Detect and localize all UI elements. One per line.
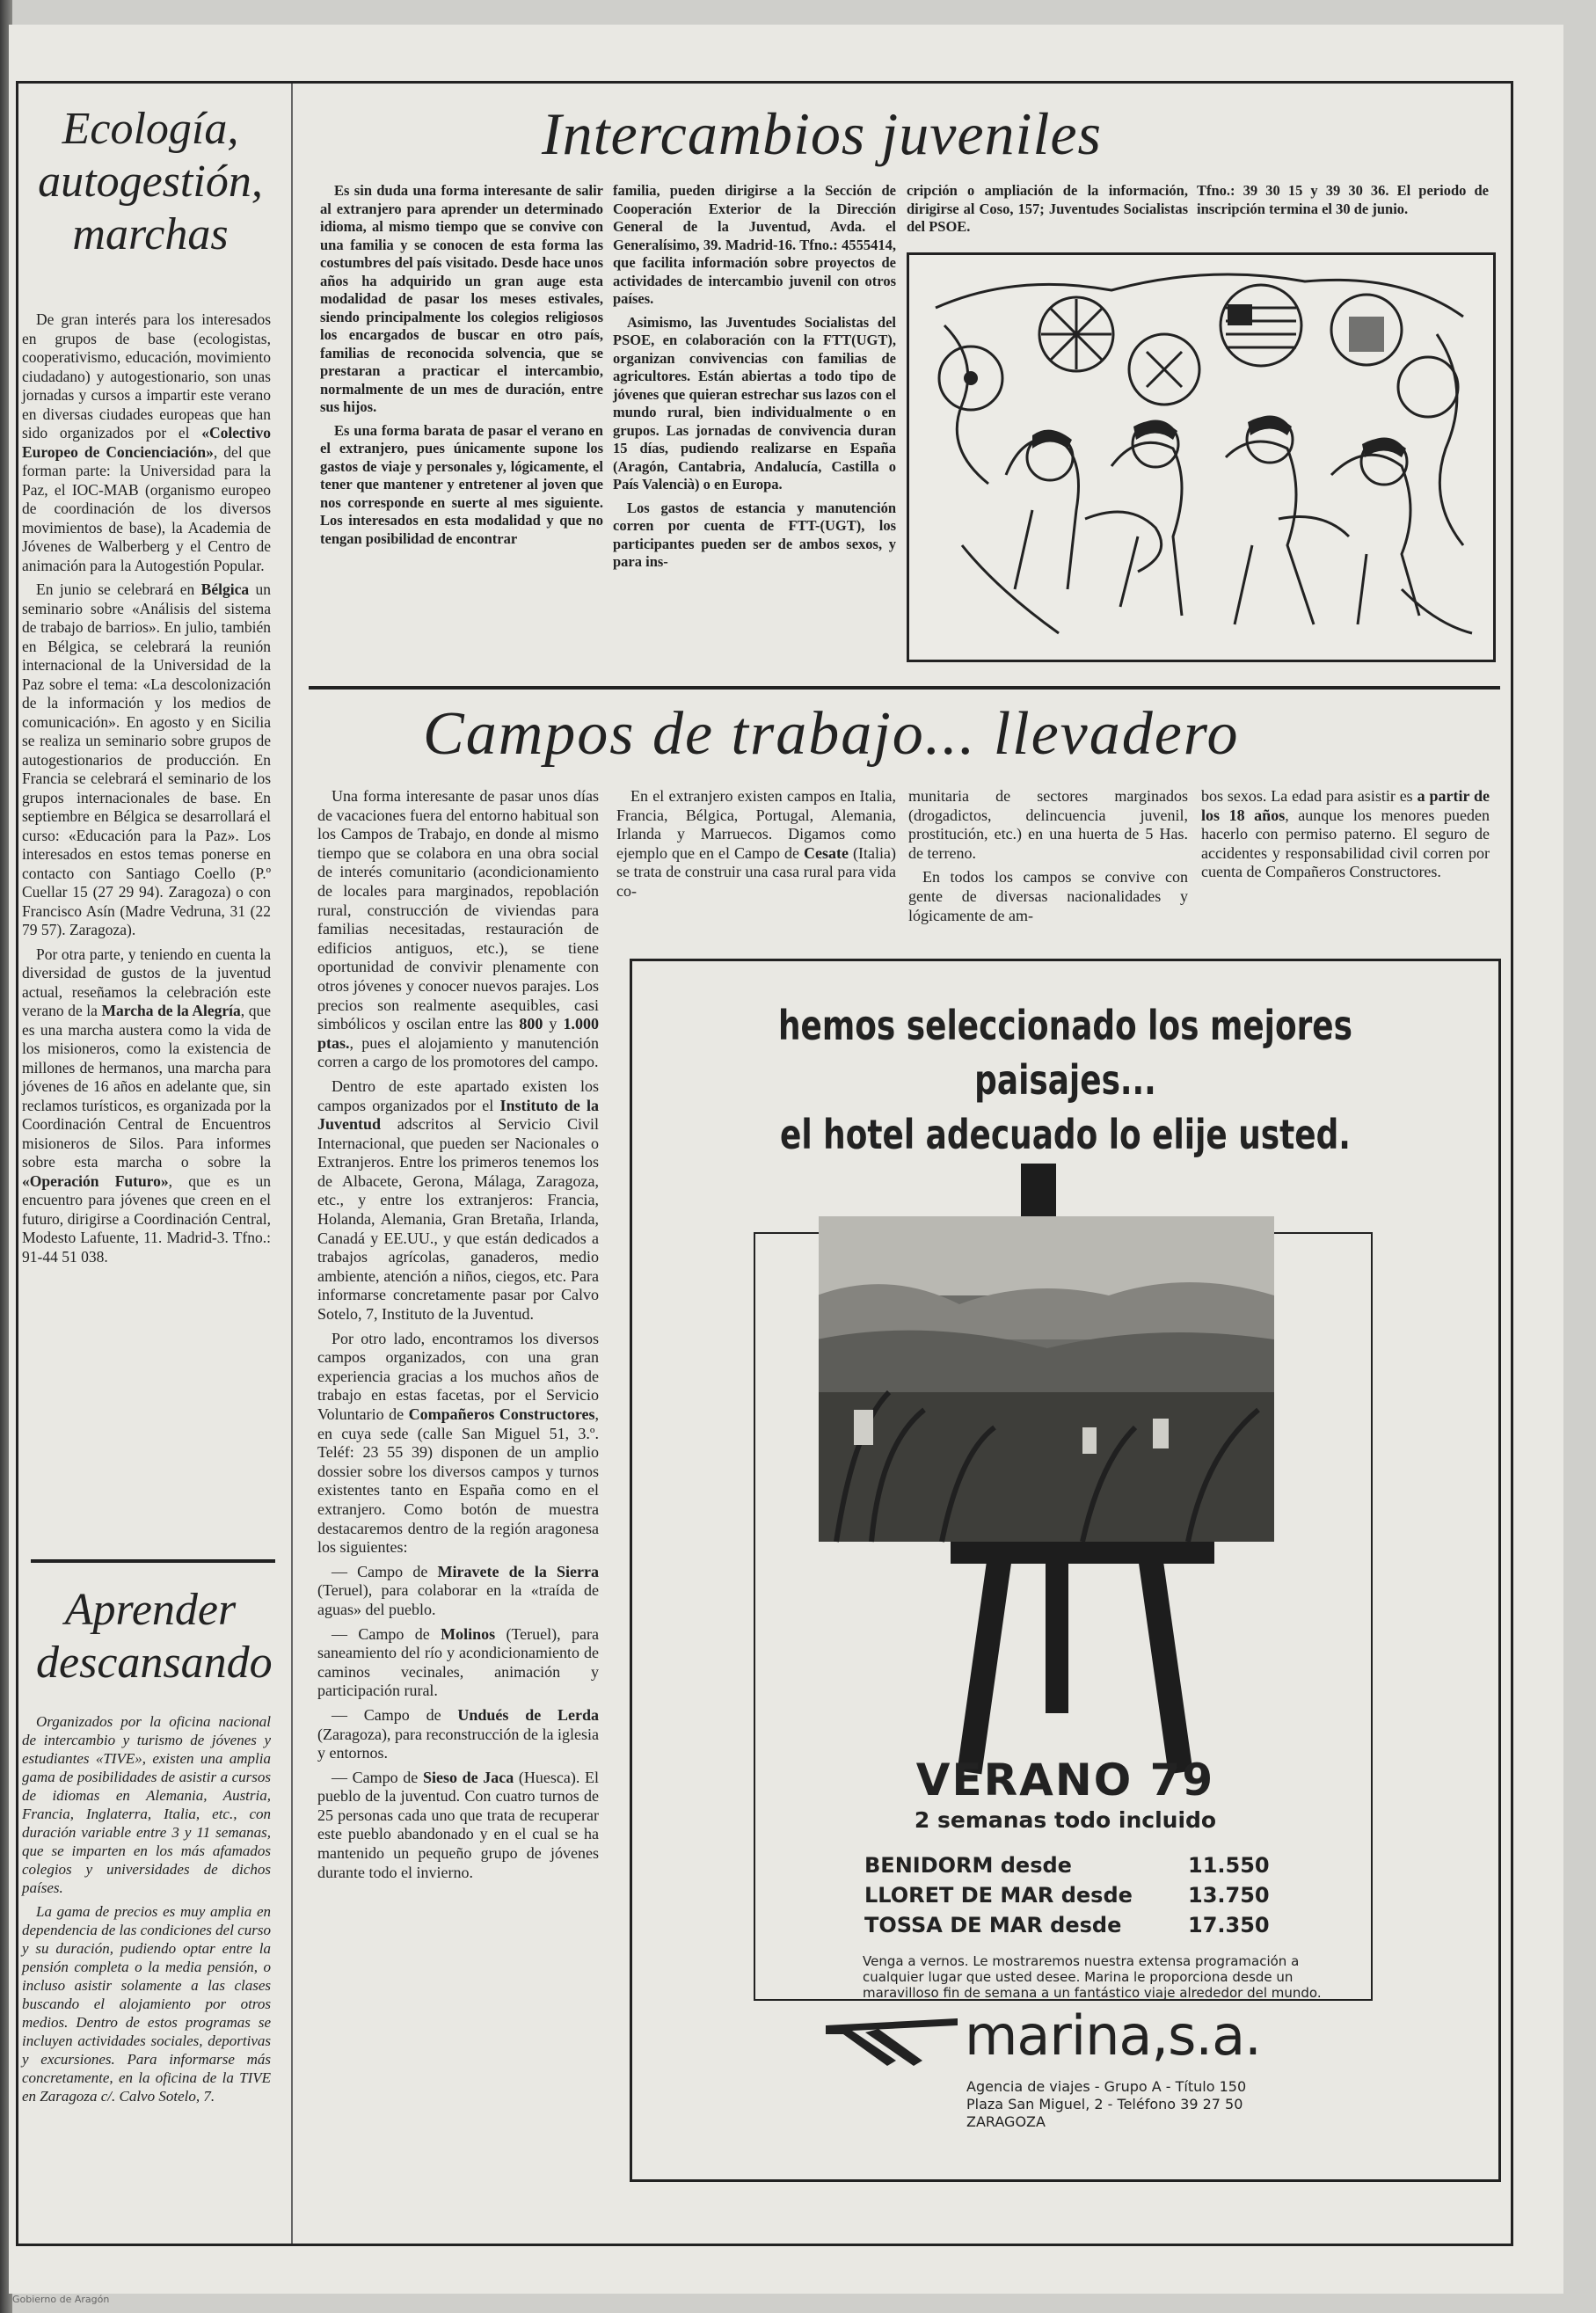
campos-col-3 (908, 787, 1188, 930)
paragraph: Por otra parte, y teniendo en cuenta la diversidad de gustos de la juventud actual, reseñamos la celebración este verano de la Marcha de la Alegría, que es una marcha austera como la vida de los misioneros, como la existencia de millones de hermanos, una marcha para jóvenes de 16 años en adelante que, sin reclamos turísticos, es organizada por la Coordinación Central de Encuentros misioneros de Silos. Para informes sobre esta marcha o sobre la «Operación Futuro», que es un encuentro para jóvenes que creen en el futuro, dirigirse a Coordinación Central, Modesto Lafuente, 11. Madrid-3. Tfno.: 91-44 51 038. (22, 945, 272, 1266)
cartoon-drawing (909, 255, 1493, 660)
list-item: — Campo de Molinos (Teruel), para saneamiento del río y acondicionamiento de caminos vecinales, animación y participación rural. (317, 1624, 599, 1700)
sidebar-body-aprender (22, 1712, 271, 2111)
paragraph: Dentro de este apartado existen los campos organizados por el Instituto de la Juventud adscritos al Servicio Civil Internacional, que pueden ser Nacionales o Extranjeros. Entre los primeros tenemos los de Albacete, Gerona, Málaga, Zaragoza, etc., y entre los extranjeros: Francia, Holanda, Alemania, Gran Bretaña, Irlanda, Canadá y EE.UU., y que están dedicados a trabajos agrícolas, ganaderos, medio ambiente, atención a niños, ciegos, etc. Para informarse concretamente pasar por Calvo Sotelo, 7, Instituto de la Juventud. (317, 1076, 599, 1324)
campos-col-2 (616, 787, 896, 907)
section-divider (309, 686, 1500, 690)
list-item: — Campo de Sieso de Jaca (Huesca). El pueblo de la juventud. Con cuatro turnos de 25 personas cada uno que trata de recuperar este pueblo abandonado y en el cual se ha mantenido un pequeño grupo de jóvenes durante todo el invierno. (317, 1768, 599, 1881)
agency-line: ZARAGOZA (966, 2113, 1046, 2130)
paragraph: familia, pueden dirigirse a la Sección de Cooperación Exterior de la Dirección General de la Juventud, Avda. el Generalísimo, 39. Madrid-16. Tfno.: 4555414, que facilita información sobre proyectos de actividades de intercambio juvenil con otros países. (613, 182, 896, 307)
ad-headline-line-2: el hotel adecuado lo elije usted. (780, 1111, 1351, 1158)
paragraph: bos sexos. La edad para asistir es a partir de los 18 años, aunque los menores pueden hacerlo con permiso paterno. El seguro de accidentes y responsabilidad civil corren por cuenta de Compañeros Constructores. (1201, 787, 1490, 881)
paragraph: Es sin duda una forma interesante de salir al extranjero para aprender un determinado idioma, al mismo tiempo que se convive con una familia y se conocen de esta forma las costumbres del país visitado. Desde hace unos años ha adquirido un gran auge esta modalidad de pasar los meses estivales, siendo principalmente los colegios religiosos los encargados de buscar en otro país, familias de reconocida solvencia, que se prestaran a practicar el intercambio, normalmente de un mes de duración, entre sus hijos. (320, 182, 603, 415)
sidebar-column (18, 84, 278, 2244)
sidebar-title-aprender: Aprender descansando (36, 1585, 273, 1688)
sidebar-divider (31, 1559, 275, 1563)
archive-watermark: Gobierno de Aragón (12, 2294, 110, 2305)
price-value: 11.550 (1188, 1853, 1270, 1878)
ad-subtitle: 2 semanas todo incluido (914, 1807, 1217, 1833)
paragraph: La gama de precios es muy amplia en dependencia de las condiciones del curso y su duración, pudiendo optar entre la pensión completa o la media pensión, o incluso asistir solamente a las clases buscando el alojamiento por otros medios. Dentro de estos programas se incluyen actividades sociales, deportivas y excursiones. Para informarse más concretamente, en la oficina de la TIVE en Zaragoza c/. Calvo Sotelo, 7. (22, 1903, 271, 2105)
marina-logo-icon (826, 2017, 958, 2069)
column-rule (291, 84, 293, 2244)
paragraph: Es una forma barata de pasar el verano en el extranjero, pues únicamente supone los gastos de viaje y personales y, lógicamente, el tener que mantener y entretener al joven que nos corresponde en suerte al mes siguiente. Los interesados en esta modalidad y que no tengan posibilidad de encontrar (320, 421, 603, 547)
easel-illustration (819, 1164, 1311, 1779)
paragraph: En todos los campos se convive con gente de diversas nacionalidades y lógicamente de am- (908, 868, 1188, 924)
paragraph: En junio se celebrará en Bélgica un seminario sobre «Análisis del sistema de trabajo de barrios». En julio, también en Bélgica, se celebrará la reunión internacional de la Universidad de la Paz sobre el tema: «La descolonización de la información y los medios de comunicación». En agosto y en Sicilia se realiza un seminario sobre grupos de autogestionarios de producción. En Francia se celebrará el seminario de los grupos internacionales de base. En septiembre en Bélgica se desarrollará el curso: «Educación para la Paz». Los interesados en estos temas ponerse en contacto con Santiago Coello (P.º Cuellar 15 (27 29 94). Zaragoza) o con Francisco Asín (Madre Vedruna, 31 (22 79 57). Zaragoza). (22, 580, 271, 938)
intercambios-col-2 (613, 182, 896, 577)
list-item: — Campo de Miravete de la Sierra (Teruel), para colaborar en la «traída de aguas» del pueblo. (317, 1562, 599, 1618)
price-value: 13.750 (1188, 1883, 1270, 1908)
paragraph: Tfno.: 39 30 15 y 39 30 36. El periodo de inscripción termina el 30 de junio. (1197, 182, 1489, 217)
paragraph: De gran interés para los interesados en grupos de base (ecologistas, cooperativismo, educación, movimiento ciudadano) y autogestionario, son unas jornadas y cursos a impartir este verano en diversas ciudades europeas que han sido organizados por el «Colectivo Europeo de Concienciación», del que forman parte: la Universidad para la Paz, el IOC-MAB (organismo europeo de coordinación de los diversos movimientos de base), la Academia de Jóvenes de Walberberg y el Centro de animación para la Autogestión Popular. (22, 310, 271, 574)
marina-advertisement (630, 959, 1501, 2182)
headline-campos: Campos de trabajo... llevadero (423, 700, 1240, 768)
intercambios-col-1 (320, 182, 603, 553)
price-value: 17.350 (1188, 1913, 1270, 1937)
ad-brand: marina,s.a. (965, 2003, 1261, 2068)
paragraph: Organizados por la oficina nacional de intercambio y turismo de jóvenes y estudiantes «TIVE», existen una amplia gama de posibilidades de asistir a cursos de idiomas en Alemania, Austria, Francia, Inglaterra, Italia, etc., con duración variable entre 3 y 11 semanas, que se imparten en los más afamados colegios y universidades de dichos países. (22, 1713, 271, 1896)
intercambios-col-3 (907, 182, 1188, 242)
sidebar-body-ecologia (22, 310, 271, 1272)
agency-line: Plaza San Miguel, 2 - Teléfono 39 27 50 (966, 2096, 1243, 2112)
paragraph: En el extranjero existen campos en Italia, Francia, Bélgica, Portugal, Alemania, Irlanda y Marruecos. Digamos como ejemplo que en el Campo de Cesate (Italia) se trata de construir una casa rural para vida co- (616, 787, 896, 900)
paragraph: Por otro lado, encontramos los diversos campos organizados, con una gran experiencia gracias a los muchos años de trabajo en estas facetas, por el Servicio Voluntario de Compañeros Constructores, en cuya sede (calle San Miguel 51, 3.º. Teléf: 23 55 39) disponen de un amplio dossier sobre los diversos campos y turnos existentes tanto en España como en el extranjero. Como botón de muestra destacaremos dentro de la región aragonesa los siguientes: (317, 1329, 600, 1557)
list-item: — Campo de Undués de Lerda (Zaragoza), para reconstrucción de la iglesia y entornos. (317, 1705, 599, 1762)
price-row: TOSSA DE MAR desde (864, 1913, 1122, 1937)
cartoon-illustration (907, 252, 1496, 662)
headline-intercambios: Intercambios juveniles (542, 100, 1102, 167)
ad-agency (966, 2078, 1246, 2131)
paragraph: Una forma interesante de pasar unos días de vacaciones fuera del entorno habitual son los Campos de Trabajo, en donde al mismo tiempo que se colabora en una obra social de interés comunitario (acondicionamiento de locales para marginados, repoblación rural, construcción de viviendas para familias necesitadas, restauración de edificios antiguos, etc.), se tiene oportunidad de convivir plenamente con otros jóvenes y conocer nuevos parajes. Los precios son realmente asequibles, casi simbólicos y oscilan entre las 800 y 1.000 ptas., pues el alojamiento y manutención corren a cargo de los promotores del campo. (317, 787, 599, 1071)
sidebar-title-ecologia: Ecología, autogestión, marchas (38, 104, 263, 259)
price-row: LLORET DE MAR desde (864, 1883, 1133, 1908)
page-frame (16, 81, 1513, 2246)
paragraph: Los gastos de estancia y manutención corren por cuenta de FTT-(UGT), los participantes pueden ser de ambos sexos, y para ins- (613, 499, 896, 570)
ad-season: VERANO 79 (915, 1755, 1215, 1806)
ad-headline (727, 998, 1403, 1162)
campos-col-4 (1201, 787, 1490, 887)
ad-note: Venga a vernos. Le mostraremos nuestra extensa programación a cualquier lugar que usted desee. Marina le proporciona desde un maravilloso fin de semana a un fantástico viaje alrededor del mundo. (863, 1953, 1322, 2001)
ad-headline-line-1: hemos seleccionado los mejores paisajes... (777, 1002, 1353, 1104)
intercambios-col-4 (1197, 182, 1489, 223)
agency-line: Agencia de viajes - Grupo A - Título 150 (966, 2078, 1247, 2095)
paragraph: cripción o ampliación de la información, dirigirse al Coso, 157; Juventudes Socialistas del PSOE. (907, 182, 1188, 235)
paragraph: Asimismo, las Juventudes Socialistas del PSOE, en colaboración con la FTT(UGT), organizan convivencias con familias de agricultores. Están abiertas a todo tipo de jóvenes que quieran estrechar sus lazos con el mundo rural, bien individualmente o en grupos. Las jornadas de convivencia duran 15 días, pudiendo realizarse en España (Aragón, Cantabria, Andalucía, Castilla o País Valencià) o en Europa. (613, 313, 896, 493)
price-row: BENIDORM desde (864, 1853, 1072, 1878)
paragraph: munitaria de sectores marginados (drogadictos, delincuencia juvenil, prostitución, etc.) en una huerta de 5 Has. de terreno. (908, 787, 1188, 862)
campos-col-1 (317, 787, 599, 1887)
